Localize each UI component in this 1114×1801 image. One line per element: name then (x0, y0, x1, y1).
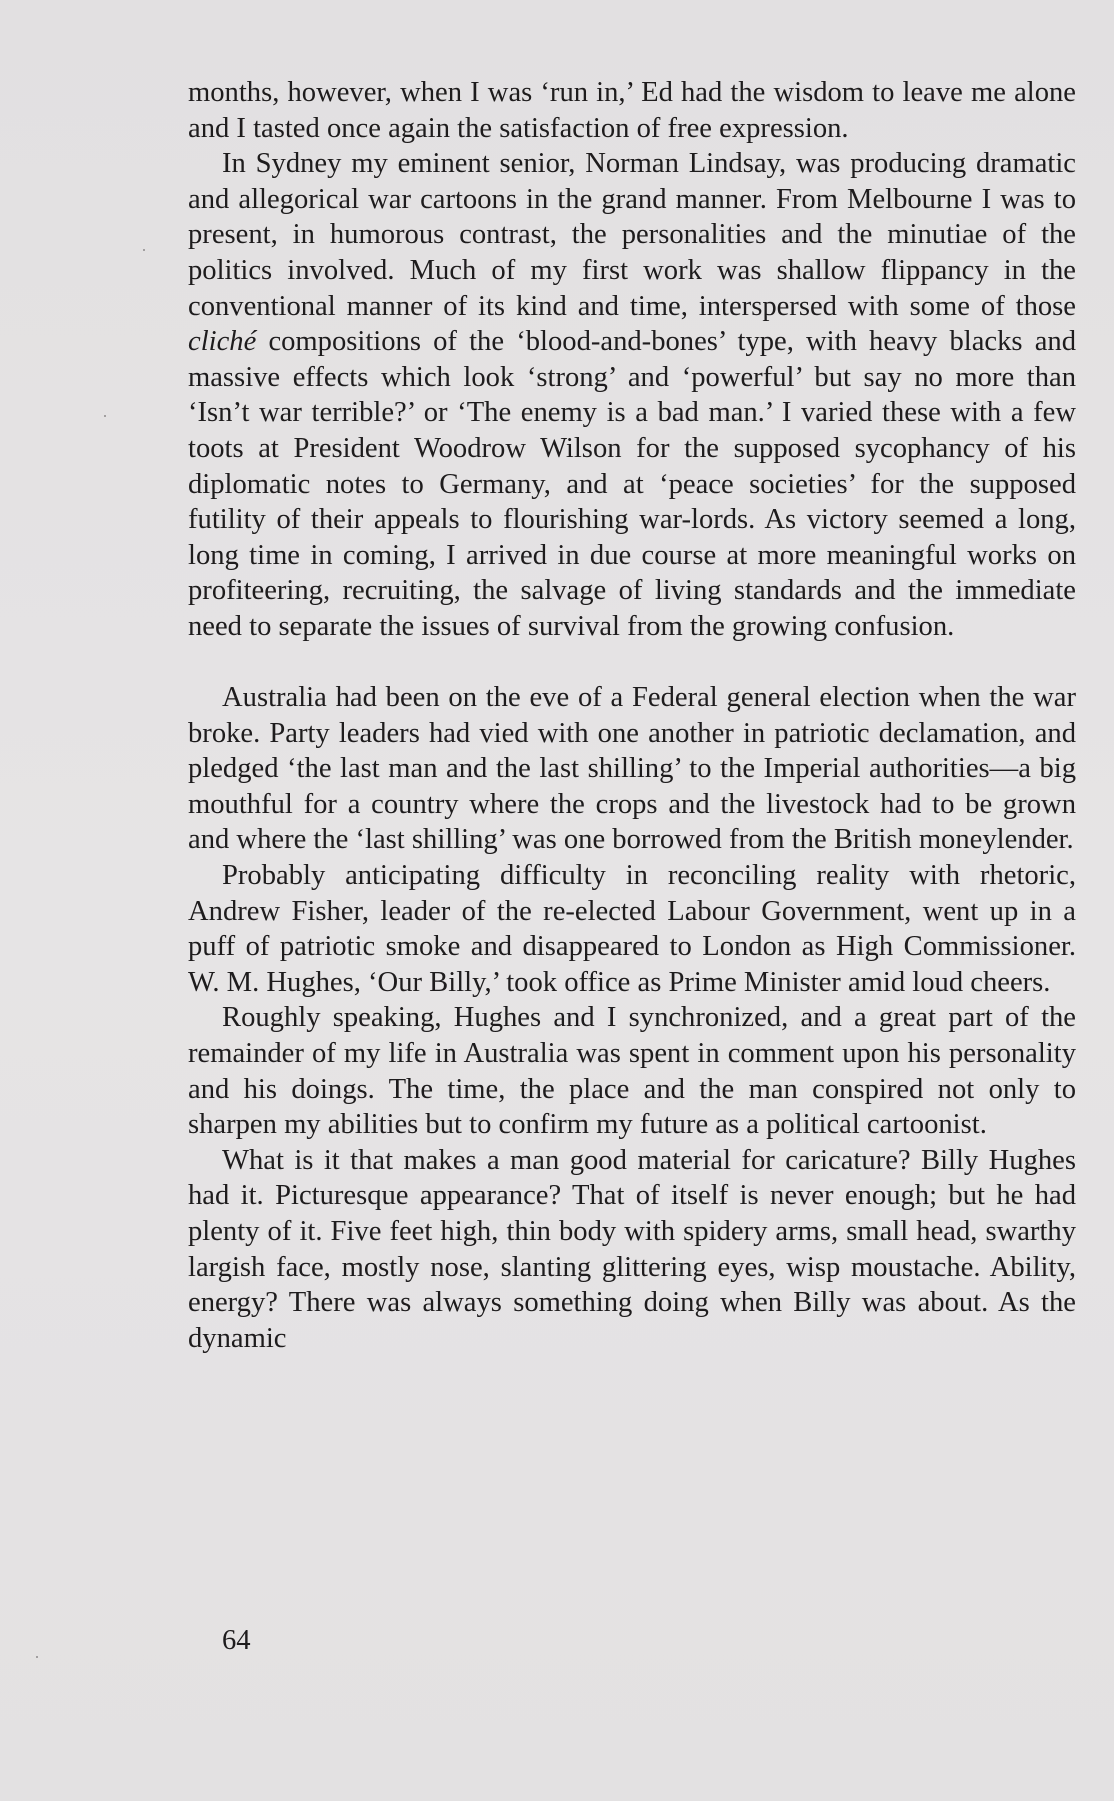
paragraph-lindsay-part-1: In Sydney my eminent senior, Norman Lindsay, was producing dramatic and allegorical war cartoons in the grand manner. From Melbourne I was to present, in humorous contrast, the personalities and the minutiae of the politics involved. Much of my first work was shallow flippancy in the conventional manner of its kind and time, interspersed with some of those (188, 148, 1076, 322)
paragraph-lindsay-part-2: compositions of the ‘blood-and-bones’ type, with heavy blacks and massive effects which look ‘strong’ and ‘powerful’ but say no more than ‘Isn’t war terrible?’ or ‘The enemy is a bad man.’ I varied these with a few toots at President Woodrow Wilson for the supposed sycophancy of his diplomatic notes to Germany, and at ‘peace societies’ for the supposed futility of their appeals to flourishing war-lords. As victory seemed a long, long time in coming, I arrived in due course at more meaningful works on profiteering, recruiting, the salvage of living standards and the immediate need to separate the issues of survival from the growing confusion. (188, 326, 1076, 642)
paragraph-continuation: months, however, when I was ‘run in,’ Ed had the wisdom to leave me alone and I tasted once again the satisfaction of free expression. (188, 77, 1076, 144)
paragraph-fisher: Probably anticipating difficulty in reconciling reality with rhetoric, Andrew Fisher, leader of the re-elected Labour Government, went up in a puff of patriotic smoke and disappeared to London as High Commissioner. W. M. Hughes, ‘Our Billy,’ took office as Prime Minister amid loud cheers. (188, 860, 1076, 998)
paragraph-election: Australia had been on the eve of a Federal general election when the war broke. Party leaders had vied with one another in patriotic declamation, and pledged ‘the last man and the last shilling’ to the Imperial authorities—a big mouthful for a country where the crops and the livestock had to be grown and where the ‘last shilling’ was one borrowed from the British moneylender. (188, 682, 1076, 856)
body-text (188, 75, 1076, 1356)
paper-speck (104, 415, 106, 417)
paragraph-hughes-synchronized: Roughly speaking, Hughes and I synchronized, and a great part of the remainder of my life in Australia was spent in comment upon his personality and his doings. The time, the place and the man conspired not only to sharpen my abilities but to confirm my future as a political cartoonist. (188, 1002, 1076, 1141)
italic-cliche: cliché (188, 326, 257, 358)
paper-speck (143, 249, 145, 251)
page-number: 64 (222, 1625, 251, 1656)
section-break (188, 645, 1076, 681)
paper-speck (36, 1656, 38, 1658)
paragraph-caricature: What is it that makes a man good material for caricature? Billy Hughes had it. Picturesque appearance? That of itself is never enough; but he had plenty of it. Five feet high, thin body with spidery arms, small head, swarthy largish face, mostly nose, slanting glittering eyes, wisp moustache. Ability, energy? There was always something doing when Billy was about. As the dynamic (188, 1144, 1076, 1354)
paragraph-lindsay (188, 146, 1076, 644)
